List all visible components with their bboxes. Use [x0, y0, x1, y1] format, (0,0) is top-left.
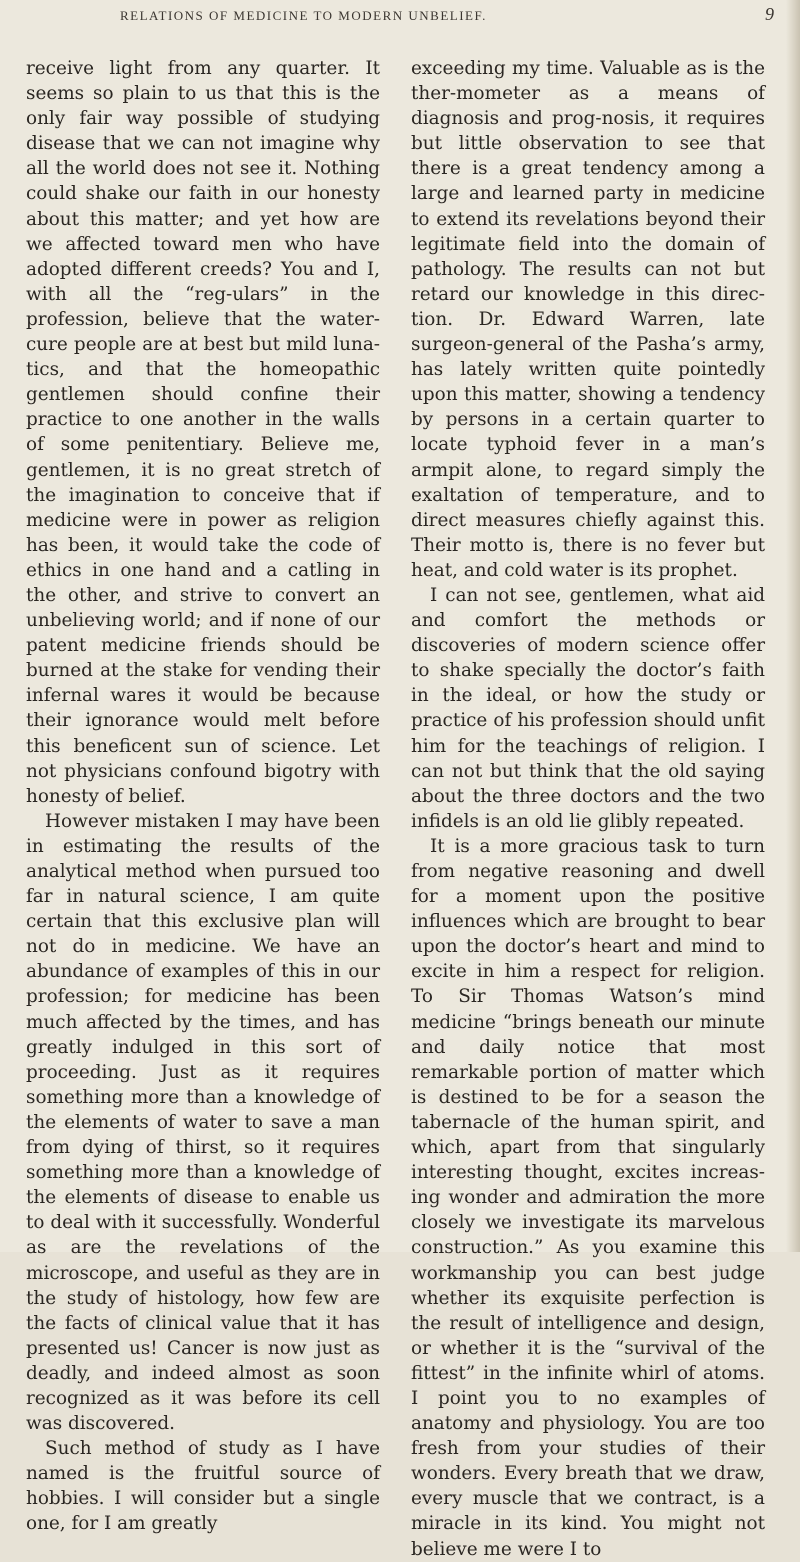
right-column — [411, 56, 765, 1562]
right-paragraph-1: exceeding my time. Valuable as is the ther-mometer as a means of diagnosis and prog-nosis, it requires but little observation to see that there is a great tendency among a large and learned party in medicine to extend its revelations beyond their legitimate field into the domain of pathology. The results can not but retard our knowledge in this direc-tion. Dr. Edward Warren, late surgeon-general of the Pasha’s army, has lately written quite pointedly upon this matter, showing a tendency by persons in a certain quarter to locate typhoid fever in a man’s armpit alone, to regard simply the exaltation of temperature, and to direct measures chiefly against this. Their motto is, there is no fever but heat, and cold water is its prophet. — [411, 58, 765, 581]
left-paragraph-2: However mistaken I may have been in estimating the results of the analytical method when pursued too far in natural science, I am quite certain that this exclusive plan will not do in medicine. We have an abundance of examples of this in our profession; for medicine has been much affected by the times, and has greatly indulged in this sort of proceeding. Just as it requires something more than a knowledge of the elements of water to save a man from dying of thirst, so it requires something more than a knowledge of the elements of disease to enable us to deal with it successfully. Wonderful as are the revelations of the microscope, and useful as they are in the study of histology, how few are the facts of clinical value that it has presented us! Cancer is now just as deadly, and indeed almost as soon recognized as it was before its cell was discovered. — [26, 810, 380, 1435]
right-paragraph-3: It is a more gracious task to turn from negative reasoning and dwell for a moment upon the positive influences which are brought to bear upon the doctor’s heart and mind to excite in him a respect for religion. To Sir Thomas Watson’s mind medicine “brings beneath our minute and daily notice that most remarkable portion of matter which is destined to be for a season the tabernacle of the human spirit, and which, apart from that singularly interesting thought, excites increas-ing wonder and admiration the more closely we investigate its marvelous construction.” As you examine this workmanship you can best judge whether its exquisite perfection is the result of intelligence and design, or whether it is the “survival of the fittest” in the infinite whirl of atoms. I point you to no examples of anatomy and physiology. You are too fresh from your studies of their wonders. Every breath that we draw, every muscle that we contract, is a miracle in its kind. You might not believe me were I to — [411, 835, 765, 1560]
left-column — [26, 56, 380, 1537]
left-paragraph-3: Such method of study as I have named is the fruitful source of hobbies. I will consider but a single one, for I am greatly — [26, 1438, 380, 1535]
left-paragraph-1: receive light from any quarter. It seems so plain to us that this is the only fair way possible of studying disease that we can not imagine why all the world does not see it. Nothing could shake our faith in our honesty about this matter; and yet how are we affected toward men who have adopted different creeds? You and I, with all the “reg-ulars” in the profession, believe that the water-cure people are at best but mild luna-tics, and that the homeopathic gentlemen should confine their practice to one another in the walls of some penitentiary. Believe me, gentlemen, it is no great stretch of the imagination to conceive that if medicine were in power as religion has been, it would take the code of ethics in one hand and a catling in the other, and strive to convert an unbelieving world; and if none of our patent medicine friends should be burned at the stake for vending their infernal wares it would be because their ignorance would melt before this beneficent sun of science. Let not physicians confound bigotry with honesty of belief. — [26, 58, 380, 807]
page-edge — [786, 0, 800, 1252]
right-paragraph-2: I can not see, gentlemen, what aid and comfort the methods or discoveries of modern science offer to shake specially the doctor’s faith in the ideal, or how the study or practice of his profession should unfit him for the teachings of religion. I can not but think that the old saying about the three doctors and the two infidels is an old lie glibly repeated. — [411, 584, 765, 832]
running-title: RELATIONS OF MEDICINE TO MODERN UNBELIEF. — [120, 8, 487, 23]
page-number: 9 — [765, 4, 774, 24]
